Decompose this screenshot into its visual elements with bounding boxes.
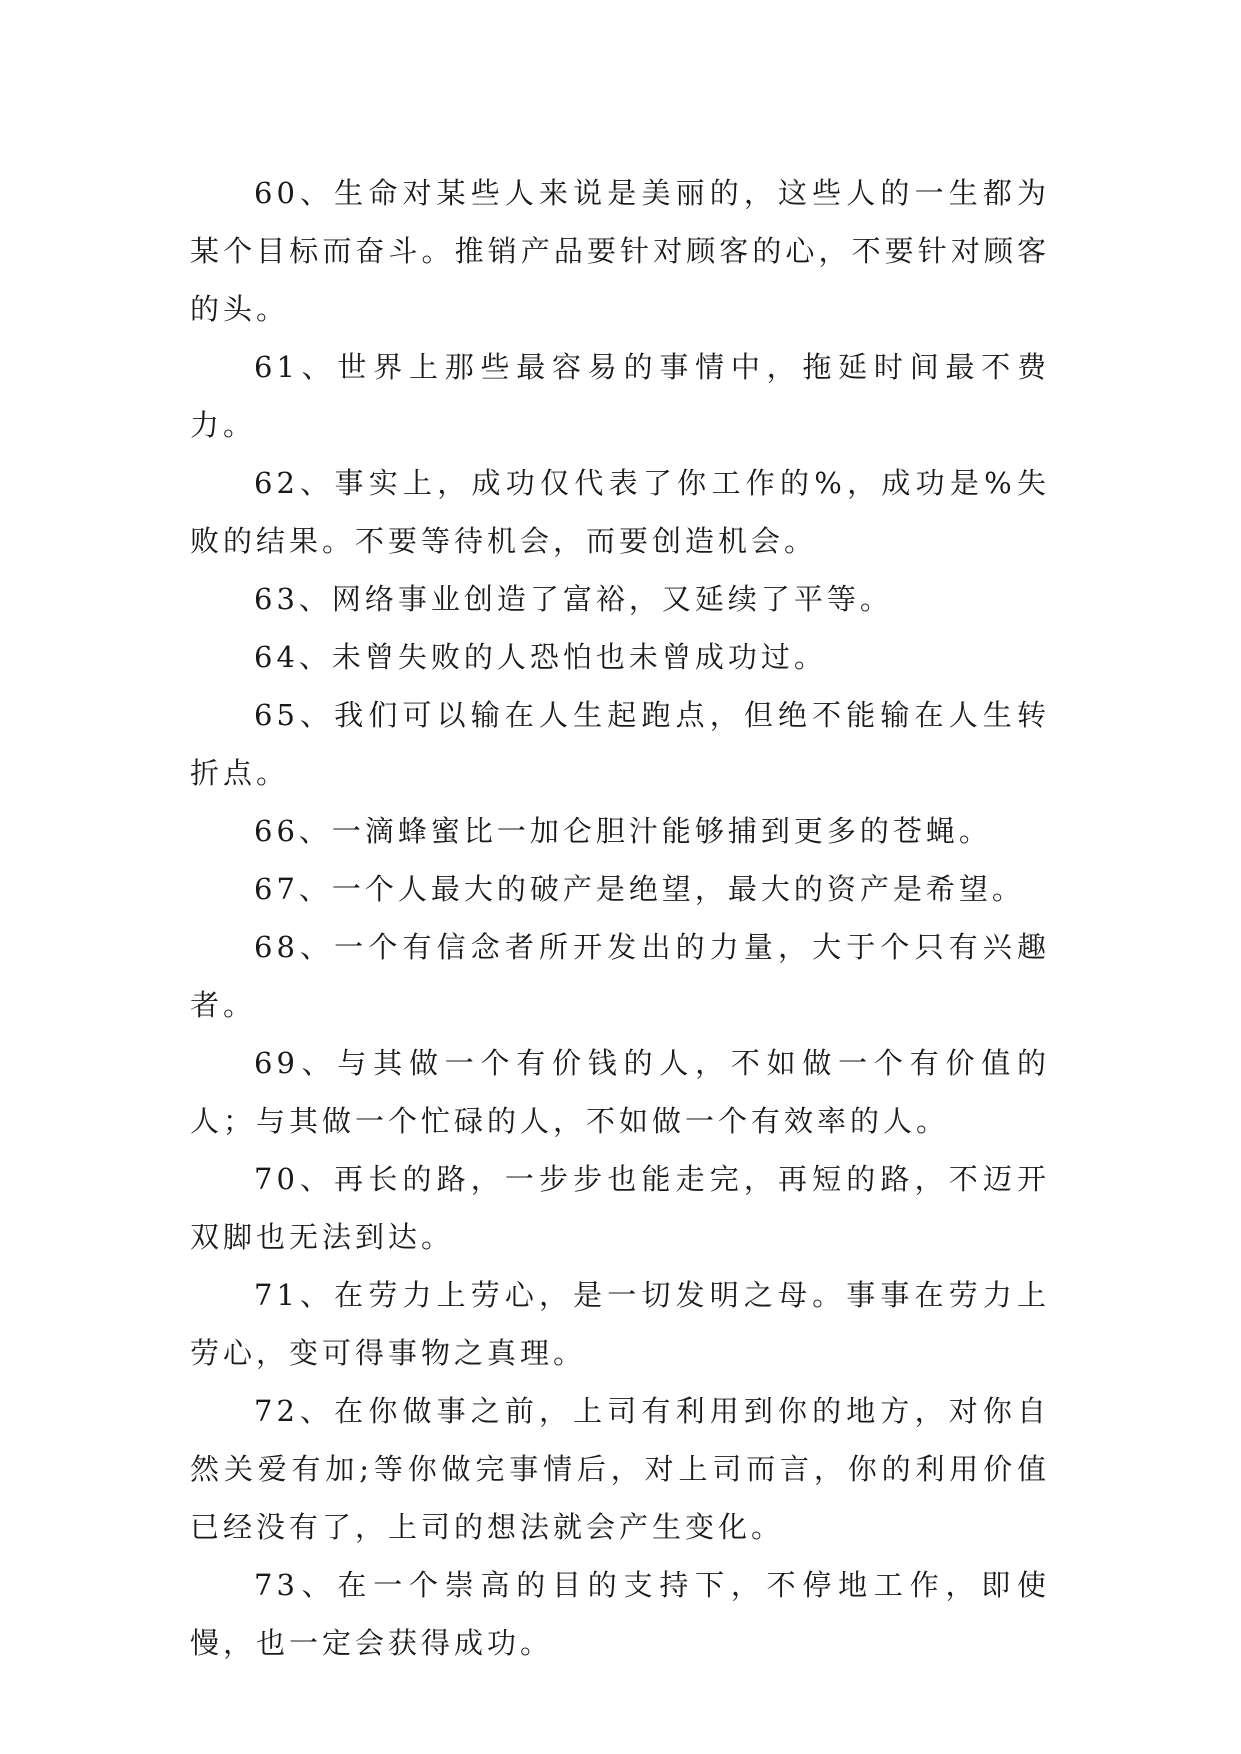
paragraph-67: 67、一个人最大的破产是绝望，最大的资产是希望。 — [254, 872, 1025, 906]
paragraph-69: 69、与其做一个有价钱的人，不如做一个有价值的人；与其做一个忙碌的人，不如做一个有效率的人。 — [190, 1046, 1050, 1138]
paragraph-63: 63、网络事业创造了富裕，又延续了平等。 — [254, 582, 893, 616]
paragraph-68: 68、一个有信念者所开发出的力量，大于个只有兴趣者。 — [190, 930, 1050, 1022]
paragraph-62: 62、事实上，成功仅代表了你工作的%，成功是%失败的结果。不要等待机会，而要创造机会。 — [190, 466, 1050, 558]
paragraph-66: 66、一滴蜂蜜比一加仑胆汁能够捕到更多的苍蝇。 — [254, 814, 992, 848]
paragraph-72: 72、在你做事之前，上司有利用到你的地方，对你自然关爱有加;等你做完事情后，对上司而言，你的利用价值已经没有了，上司的想法就会产生变化。 — [190, 1394, 1050, 1544]
paragraph-73: 73、在一个崇高的目的支持下，不停地工作，即使慢，也一定会获得成功。 — [190, 1568, 1050, 1660]
paragraph-70: 70、再长的路，一步步也能走完，再短的路，不迈开双脚也无法到达。 — [190, 1162, 1050, 1254]
paragraph-71: 71、在劳力上劳心，是一切发明之母。事事在劳力上劳心，变可得事物之真理。 — [190, 1278, 1050, 1370]
paragraph-65: 65、我们可以输在人生起跑点，但绝不能输在人生转折点。 — [190, 698, 1050, 790]
paragraph-64: 64、未曾失败的人恐怕也未曾成功过。 — [254, 640, 827, 674]
paragraph-61: 61、世界上那些最容易的事情中，拖延时间最不费力。 — [190, 350, 1050, 442]
paragraph-60: 60、生命对某些人来说是美丽的，这些人的一生都为某个目标而奋斗。推销产品要针对顾客的心，不要针对顾客的头。 — [190, 176, 1050, 326]
document-body — [190, 164, 1050, 1672]
